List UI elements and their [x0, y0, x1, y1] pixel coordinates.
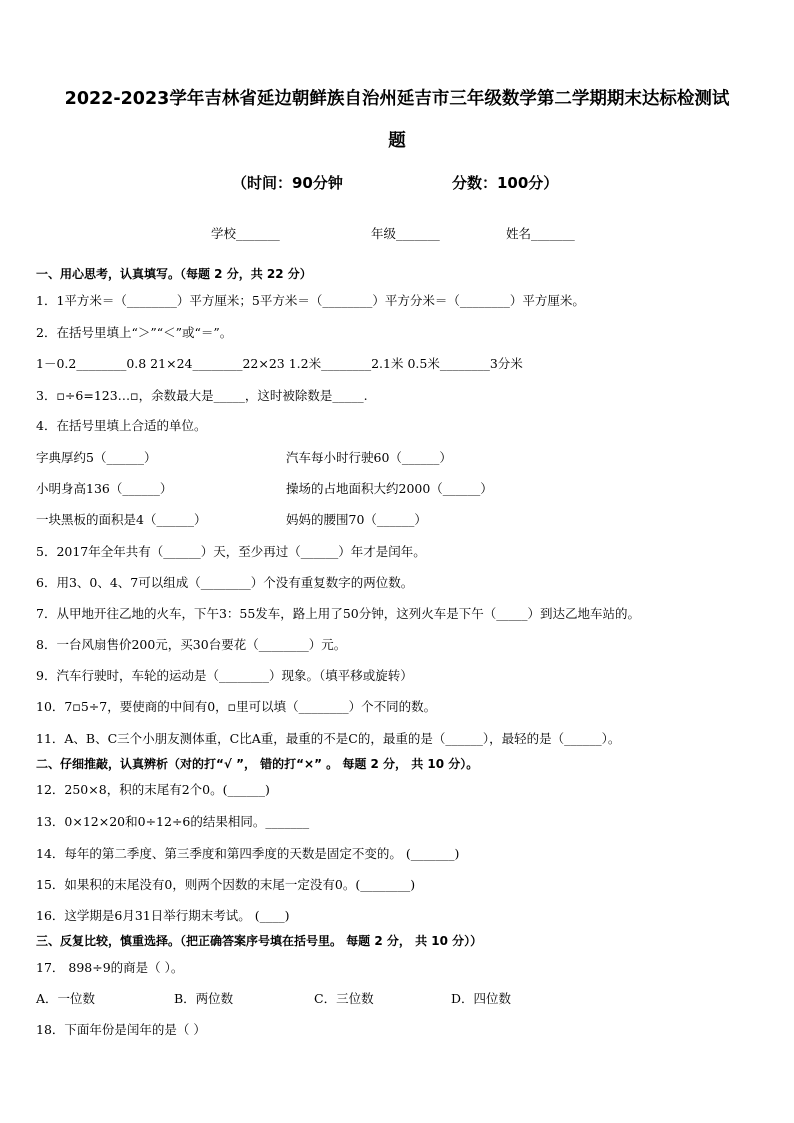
score-info: 分数：100分）: [452, 174, 559, 192]
question-12: 12．250×8，积的末尾有2个0。(______): [36, 782, 270, 797]
question-4a-left: 字典厚约5（______）: [36, 450, 157, 465]
time-info: （时间：90分钟: [232, 174, 343, 192]
question-1: 1．1平方米＝（________）平方厘米；5平方米＝（________）平方分米＝（________）平方厘米。: [36, 293, 585, 308]
question-8: 8．一台风扇售价200元，买30台要花（________）元。: [36, 637, 347, 652]
question-17-option-d: D．四位数: [451, 991, 512, 1006]
section-1-heading: 一、用心思考，认真填写。（每题 2 分，共 22 分）: [36, 267, 312, 281]
name-field: 姓名_______: [506, 226, 575, 241]
school-field: 学校_______: [211, 226, 280, 241]
question-17-option-b: B．两位数: [174, 991, 234, 1006]
question-3: 3．▫÷6=123…▫，余数最大是_____，这时被除数是_____.: [36, 388, 368, 403]
grade-field: 年级_______: [371, 226, 440, 241]
section-2-heading: 二、仔细推敲，认真辨析（对的打“√ ”， 错的打“×” 。 每题 2 分， 共 10 分）。: [36, 757, 479, 771]
question-4c-right: 妈妈的腰围70（______）: [286, 512, 427, 527]
question-11: 11．A、B、C三个小朋友测体重，C比A重，最重的不是C的，最重的是（______），最轻的是（______）。: [36, 731, 621, 746]
question-18: 18．下面年份是闰年的是（ ）: [36, 1022, 206, 1037]
question-16: 16．这学期是6月31日举行期末考试。 (____): [36, 908, 290, 923]
question-4: 4．在括号里填上合适的单位。: [36, 418, 207, 433]
question-17-option-a: A．一位数: [36, 991, 96, 1006]
question-2-items: 1－0.2________0.8 21×24________22×23 1.2米________2.1米 0.5米________3分米: [36, 356, 523, 371]
question-14: 14．每年的第二季度、第三季度和第四季度的天数是固定不变的。 (_______): [36, 846, 460, 861]
exam-title-continued: 题: [388, 131, 406, 151]
question-9: 9．汽车行驶时，车轮的运动是（________）现象。（填平移或旋转）: [36, 668, 413, 683]
question-6: 6．用3、0、4、7可以组成（________）个没有重复数字的两位数。: [36, 575, 414, 590]
question-7: 7．从甲地开往乙地的火车，下午3：55发车，路上用了50分钟，这列火车是下午（_____）到达乙地车站的。: [36, 606, 640, 621]
question-15: 15．如果积的末尾没有0，则两个因数的末尾一定没有0。(________): [36, 877, 416, 892]
question-2: 2．在括号里填上“＞”“＜”或“＝”。: [36, 325, 233, 340]
question-4a-right: 汽车每小时行驶60（______）: [286, 450, 452, 465]
exam-title: 2022-2023学年吉林省延边朝鲜族自治州延吉市三年级数学第二学期期末达标检测试: [64, 89, 730, 109]
section-3-heading: 三、反复比较，慎重选择。（把正确答案序号填在括号里。 每题 2 分， 共 10 分））: [36, 934, 483, 948]
question-4b-right: 操场的占地面积大约2000（______）: [286, 481, 493, 496]
question-17-option-c: C．三位数: [314, 991, 374, 1006]
question-4b-left: 小明身高136（______）: [36, 481, 173, 496]
question-10: 10．7▫5÷7，要使商的中间有0，▫里可以填（________）个不同的数。: [36, 699, 437, 714]
question-5: 5．2017年全年共有（______）天，至少再过（______）年才是闰年。: [36, 544, 426, 559]
question-4c-left: 一块黑板的面积是4（______）: [36, 512, 207, 527]
question-13: 13．0×12×20和0÷12÷6的结果相同。_______: [36, 814, 310, 829]
question-17: 17． 898÷9的商是（ ）。: [36, 960, 184, 975]
